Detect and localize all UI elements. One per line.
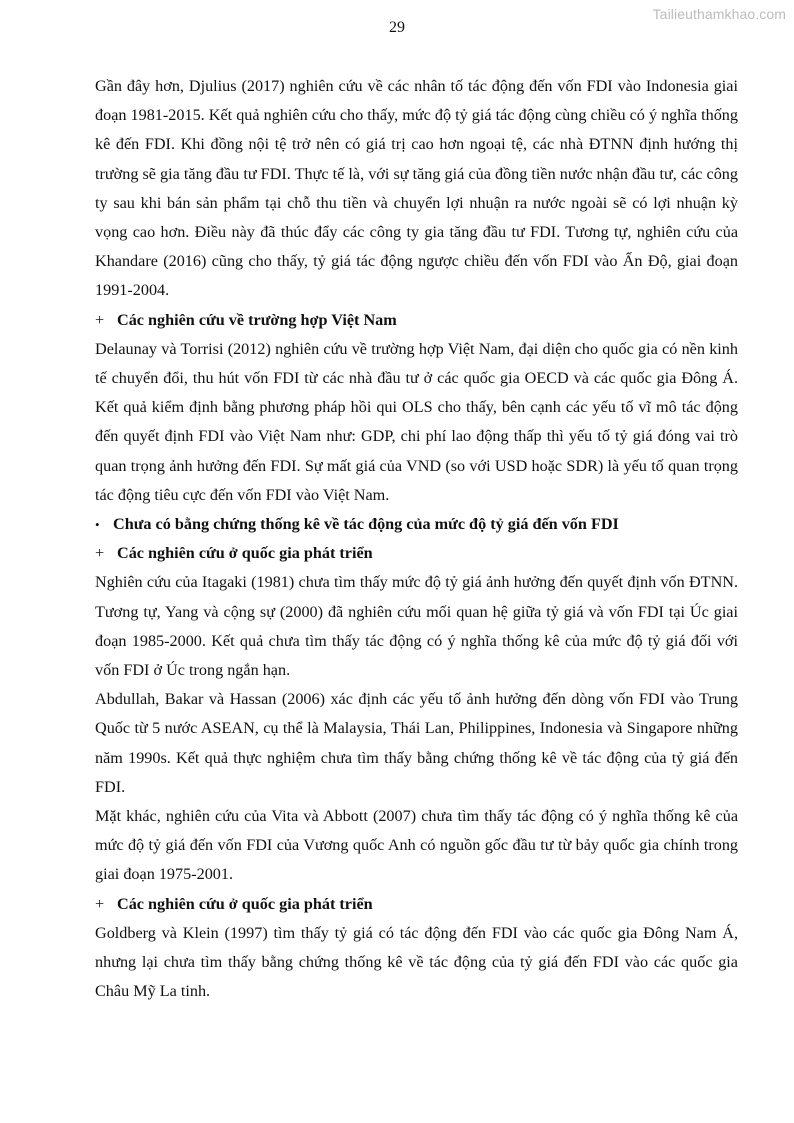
paragraph-itagaki: Nghiên cứu của Itagaki (1981) chưa tìm thấy mức độ tỷ giá ảnh hưởng đến quyết định vốn ĐTNN. Tương tự, Yang và cộng sự (2000) đã nghiên cứu mối quan hệ giữa tỷ giá và vốn FDI tại Úc giai đoạn 1985-2000. Kết quả chưa tìm thấy tác động có ý nghĩa thống kê của mức độ tỷ giá đối với vốn FDI ở Úc trong ngắn hạn. bbox=[95, 573, 738, 680]
watermark-text: Tailieuthamkhao.com bbox=[652, 6, 786, 22]
subheading-text: Các nghiên cứu ở quốc gia phát triển bbox=[117, 894, 373, 913]
plus-marker: + bbox=[95, 310, 105, 329]
bullet-icon: • bbox=[95, 517, 100, 533]
paragraph-djulius: Gần đây hơn, Djulius (2017) nghiên cứu về các nhân tố tác động đến vốn FDI vào Indonesia giai đoạn 1981-2015. Kết quả nghiên cứu cho thấy, mức độ tỷ giá tác động cùng chiều có ý nghĩa thống kê đến FDI. Khi đồng nội tệ trở nên có giá trị cao hơn ngoại tệ, các nhà ĐTNN định hướng thị trường sẽ gia tăng đầu tư FDI. Thực tế là, với sự tăng giá của đồng tiền nước nhận đầu tư, các công ty sau khi bán sản phẩm tại chỗ thu tiền và chuyển lợi nhuận ra nước ngoài sẽ có lợi nhuận kỳ vọng cao hơn. Điều này đã thúc đẩy các công ty gia tăng đầu tư FDI. Tương tự, nghiên cứu của Khandare (2016) cũng cho thấy, tỷ giá tác động ngược chiều đến vốn FDI vào Ấn Độ, giai đoạn 1991-2004. bbox=[95, 77, 738, 300]
paragraph-goldberg-klein: Goldberg và Klein (1997) tìm thấy tỷ giá có tác động đến FDI vào các quốc gia Đông Nam Á, nhưng lại chưa tìm thấy bằng chứng thống kê về tác động của tỷ giá đến FDI vào các quốc gia Châu Mỹ La tinh. bbox=[95, 923, 738, 1001]
subheading-text: Các nghiên cứu về trường hợp Việt Nam bbox=[117, 310, 397, 329]
subheading-developed-countries bbox=[95, 539, 738, 568]
section-heading-no-evidence bbox=[95, 510, 738, 539]
subheading-text: Các nghiên cứu ở quốc gia phát triển bbox=[117, 544, 373, 563]
page-number: 29 bbox=[389, 19, 405, 36]
paragraph-abdullah: Abdullah, Bakar và Hassan (2006) xác định các yếu tố ảnh hưởng đến dòng vốn FDI vào Trung Quốc từ 5 nước ASEAN, cụ thể là Malaysia, Thái Lan, Philippines, Indonesia và Singapore những năm 1990s. Kết quả thực nghiệm chưa tìm thấy bằng chứng thống kê về tác động của tỷ giá đến FDI. bbox=[95, 690, 738, 796]
subheading-vietnam-case bbox=[95, 306, 738, 335]
paragraph-vita-abbott: Mặt khác, nghiên cứu của Vita và Abbott (2007) chưa tìm thấy tác động có ý nghĩa thống kê của mức độ tỷ giá đến vốn FDI của Vương quốc Anh có nguồn gốc đầu tư từ bảy quốc gia chính trong giai đoạn 1975-2001. bbox=[95, 807, 738, 884]
subheading-developed-countries-2 bbox=[95, 890, 738, 919]
paragraph-delaunay: Delaunay và Torrisi (2012) nghiên cứu về trường hợp Việt Nam, đại diện cho quốc gia có nền kinh tế chuyển đổi, thu hút vốn FDI từ các nhà đầu tư ở các quốc gia OECD và các quốc gia Đông Á. Kết quả kiểm định bằng phương pháp hồi qui OLS cho thấy, bên cạnh các yếu tố vĩ mô tác động đến quyết định FDI vào Việt Nam như: GDP, chi phí lao động thấp thì yếu tố tỷ giá đóng vai trò quan trọng ảnh hưởng đến FDI. Sự mất giá của VND (so với USD hoặc SDR) là yếu tố quan trọng tác động tiêu cực đến vốn FDI vào Việt Nam. bbox=[95, 339, 738, 504]
plus-marker: + bbox=[95, 544, 105, 563]
plus-marker: + bbox=[95, 894, 105, 913]
document-body bbox=[95, 72, 738, 1007]
section-heading-text: Chưa có bằng chứng thống kê về tác động của mức độ tỷ giá đến vốn FDI bbox=[113, 515, 619, 534]
